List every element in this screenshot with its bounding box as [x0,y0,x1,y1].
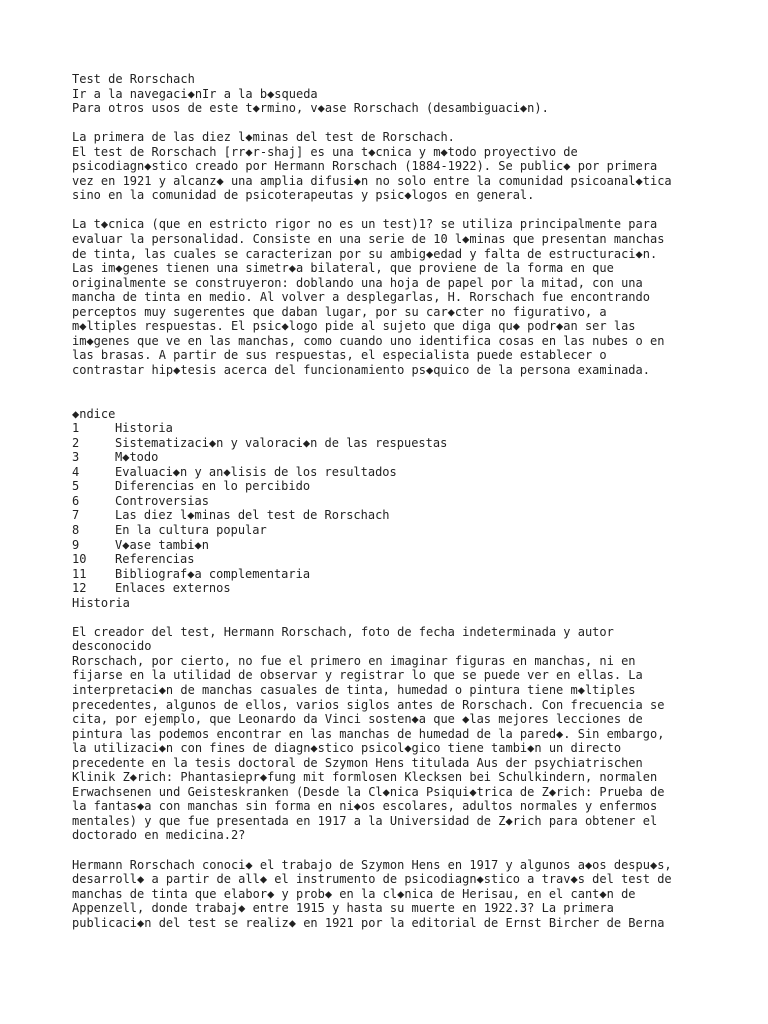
document-body [72,72,752,930]
history-image-caption [72,625,752,654]
text-line: las brasas. A partir de sus respuestas, el especialista puede establecer o [72,348,607,363]
text-line: La t◆cnica (que en estricto rigor no es un test)1? se utiliza principalmente para [72,217,658,232]
toc-item-number: 3 [72,450,80,465]
toc-item-label: Enlaces externos [115,581,231,596]
toc-heading: ◆ndice [72,406,116,421]
toc-item-label: Bibliograf◆a complementaria [115,566,311,581]
text-line: desarroll◆ a partir de all◆ el instrumento de psicodiagn◆stico a trav◆s del test de [72,872,672,887]
spacer [72,377,752,406]
toc-item-label: Sistematizaci◆n y valoraci◆n de las respuestas [115,435,448,450]
toc-item-label: Evaluaci◆n y an◆lisis de los resultados [115,464,397,479]
text-line: vez en 1921 y alcanz◆ una amplia difusi◆n no solo entre la comunidad psicoanal◆tica [72,173,672,188]
text-line: El creador del test, Hermann Rorschach, foto de fecha indeterminada y autor [72,624,614,639]
text-line: la utilizaci◆n con fines de diagn◆stico psicol◆gico tiene tambi◆n un directo [72,741,622,756]
disambiguation-note: Para otros usos de este t◆rmino, v◆ase Rorschach (desambiguaci◆n). [72,101,549,116]
toc-item-historia[interactable] [72,421,752,436]
text-line: de tinta, las cuales se caracterizan por su ambig◆edad y falta de estructuraci◆n. [72,246,658,261]
text-line: mentales) y que fue presentada en 1917 a la Universidad de Z◆rich para obtener el [72,813,658,828]
toc-item-number: 1 [72,421,80,436]
text-line: mancha de tinta en medio. Al volver a desplegarlas, H. Rorschach fue encontrando [72,290,650,305]
toc-item-number: 6 [72,493,80,508]
spacer [72,610,752,625]
toc-item-number: 12 [72,581,87,596]
table-of-contents [72,407,752,596]
text-line: doctorado en medicina.2? [72,828,246,843]
toc-item-bibliografia[interactable] [72,567,752,582]
intro-paragraph-2 [72,217,752,377]
toc-item-number: 10 [72,552,87,567]
toc-item-number: 4 [72,464,80,479]
toc-item-label: M◆todo [115,450,159,465]
toc-item-label: Diferencias en lo percibido [115,479,311,494]
toc-item-number: 7 [72,508,80,523]
text-line: desconocido [72,639,152,654]
text-line: Hermann Rorschach conoci◆ el trabajo de Szymon Hens en 1917 y algunos a◆os despu◆s, [72,857,672,872]
text-line: sino en la comunidad de psicoterapeutas y psic◆logos en general. [72,188,535,203]
toc-item-vease-tambien[interactable] [72,538,752,553]
text-line: interpretaci◆n de manchas casuales de tinta, humedad o pintura tiene m◆ltiples [72,682,636,697]
text-line: Rorschach, por cierto, no fue el primero en imaginar figuras en manchas, ni en [72,653,636,668]
image-caption: La primera de las diez l◆minas del test de Rorschach. [72,130,455,145]
history-paragraph-1 [72,654,752,843]
toc-item-label: Referencias [115,552,195,567]
text-line: Las im◆genes tienen una simetr◆a bilateral, que proviene de la forma en que [72,261,614,276]
text-line: im◆genes que ve en las manchas, como cuando uno identifica cosas en las nubes o en [72,333,665,348]
text-line: pintura las podemos encontrar en las manchas de humedad de la pared◆. Sin embargo, [72,726,665,741]
text-line: precedentes, algunos de ellos, varios siglos antes de Rorschach. Con frecuencia se [72,697,665,712]
intro-paragraph-1 [72,145,752,203]
spacer [72,203,752,218]
toc-item-number: 2 [72,435,80,450]
page-title: Test de Rorschach [72,72,195,86]
navigation-line: Ir a la navegaci◆nIr a la b◆squeda [72,86,318,101]
toc-item-sistematizacion[interactable] [72,436,752,451]
text-line: publicaci◆n del test se realiz◆ en 1921 por la editorial de Ernst Bircher de Berna [72,915,665,930]
history-paragraph-2 [72,858,752,931]
toc-item-number: 8 [72,522,80,537]
text-line: perceptos muy sugerentes que daban lugar, por su car◆cter no figurativo, a [72,304,607,319]
text-line: psicodiagn◆stico creado por Hermann Rorschach (1884-1922). Se public◆ por primera [72,159,658,174]
text-line: manchas de tinta que elabor◆ y prob◆ en la cl◆nica de Herisau, en el cant◆n de [72,886,636,901]
text-line: cita, por ejemplo, que Leonardo da Vinci sosten◆a que ◆las mejores lecciones de [72,712,643,727]
text-line: precedente en la tesis doctoral de Szymon Hens titulada Aus der psychiatrischen [72,755,643,770]
toc-item-metodo[interactable] [72,450,752,465]
toc-item-cultura-popular[interactable] [72,523,752,538]
text-line: contrastar hip◆tesis acerca del funcionamiento ps◆quico de la persona examinada. [72,362,650,377]
toc-item-controversias[interactable] [72,494,752,509]
toc-item-number: 5 [72,479,80,494]
toc-item-label: Las diez l◆minas del test de Rorschach [115,508,390,523]
toc-item-diferencias[interactable] [72,479,752,494]
text-line: originalmente se construyeron: doblando una hoja de papel por la mitad, con una [72,275,643,290]
toc-item-laminas[interactable] [72,508,752,523]
section-heading-historia: Historia [72,595,130,610]
toc-item-label: V◆ase tambi◆n [115,537,209,552]
spacer [72,843,752,858]
toc-item-label: Controversias [115,493,209,508]
toc-item-referencias[interactable] [72,552,752,567]
toc-item-label: Historia [115,421,173,436]
text-line: evaluar la personalidad. Consiste en una serie de 10 l◆minas que presentan manchas [72,232,665,247]
toc-item-enlaces-externos[interactable] [72,581,752,596]
text-line: Klinik Z◆rich: Phantasiepr◆fung mit formlosen Klecksen bei Schulkindern, normalen [72,770,658,785]
text-line: Appenzell, donde trabaj◆ entre 1915 y hasta su muerte en 1922.3? La primera [72,901,614,916]
text-line: la fantas◆a con manchas sin forma en ni◆os escolares, adultos normales y enfermos [72,799,658,814]
toc-item-number: 11 [72,566,87,581]
toc-item-label: En la cultura popular [115,522,267,537]
spacer [72,116,752,131]
text-line: El test de Rorschach [rr◆r-shaj] es una t◆cnica y m◆todo proyectivo de [72,144,578,159]
text-line: fijarse en la utilidad de observar y registrar lo que se puede ver en ellas. La [72,668,643,683]
text-line: m◆ltiples respuestas. El psic◆logo pide al sujeto que diga qu◆ podr◆an ser las [72,319,636,334]
toc-item-evaluacion[interactable] [72,465,752,480]
toc-item-number: 9 [72,537,80,552]
text-line: Erwachsenen und Geisteskranken (Desde la Cl◆nica Psiqui◆trica de Z◆rich: Prueba de [72,784,665,799]
